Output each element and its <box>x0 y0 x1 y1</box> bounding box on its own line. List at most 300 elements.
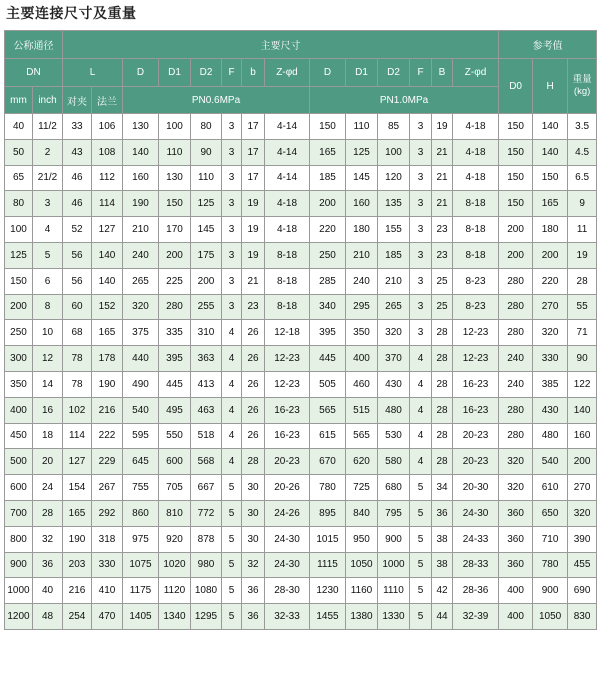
table-cell: 3 <box>33 191 63 217</box>
table-cell: 170 <box>159 217 191 243</box>
table-cell: 38 <box>432 526 453 552</box>
table-cell: 23 <box>432 242 453 268</box>
table-cell: 725 <box>346 475 378 501</box>
table-cell: 4 <box>410 423 432 449</box>
table-cell: 150 <box>5 268 33 294</box>
table-cell: 154 <box>63 475 92 501</box>
table-cell: 430 <box>378 371 410 397</box>
table-cell: 318 <box>92 526 123 552</box>
table-cell: 24-30 <box>265 552 310 578</box>
table-cell: 254 <box>63 604 92 630</box>
table-cell: 595 <box>123 423 159 449</box>
table-cell: 8 <box>33 294 63 320</box>
table-cell: 5 <box>410 578 432 604</box>
table-cell: 36 <box>33 552 63 578</box>
table-cell: 1295 <box>191 604 222 630</box>
table-cell: 78 <box>63 371 92 397</box>
table-cell: 1405 <box>123 604 159 630</box>
table-cell: 165 <box>92 320 123 346</box>
table-cell: 28 <box>242 449 265 475</box>
table-cell: 650 <box>533 500 568 526</box>
table-cell: 36 <box>242 604 265 630</box>
header-D-pn10: D <box>310 59 346 87</box>
table-cell: 600 <box>159 449 191 475</box>
table-cell: 390 <box>568 526 597 552</box>
table-cell: 19 <box>242 191 265 217</box>
table-cell: 210 <box>123 217 159 243</box>
table-cell: 216 <box>92 397 123 423</box>
table-cell: 203 <box>63 552 92 578</box>
table-row <box>5 500 597 526</box>
table-cell: 280 <box>499 268 533 294</box>
table-cell: 19 <box>242 242 265 268</box>
table-cell: 2 <box>33 139 63 165</box>
table-cell: 6.5 <box>568 165 597 191</box>
table-cell: 16-23 <box>453 371 499 397</box>
table-cell: 4 <box>222 449 242 475</box>
table-cell: 180 <box>533 217 568 243</box>
table-cell: 4 <box>222 371 242 397</box>
table-cell: 5 <box>410 475 432 501</box>
table-cell: 565 <box>310 397 346 423</box>
table-cell: 1115 <box>310 552 346 578</box>
table-cell: 540 <box>533 449 568 475</box>
table-cell: 28 <box>432 346 453 372</box>
table-cell: 200 <box>568 449 597 475</box>
table-cell: 4 <box>222 423 242 449</box>
table-cell: 375 <box>123 320 159 346</box>
table-cell: 28 <box>568 268 597 294</box>
table-cell: 3 <box>222 217 242 243</box>
table-cell: 395 <box>159 346 191 372</box>
table-cell: 250 <box>310 242 346 268</box>
table-cell: 3 <box>222 165 242 191</box>
table-cell: 450 <box>5 423 33 449</box>
table-cell: 18 <box>33 423 63 449</box>
table-cell: 68 <box>63 320 92 346</box>
table-cell: 5 <box>410 552 432 578</box>
table-cell: 363 <box>191 346 222 372</box>
table-cell: 23 <box>242 294 265 320</box>
table-cell: 5 <box>222 604 242 630</box>
table-cell: 12 <box>33 346 63 372</box>
table-cell: 24-30 <box>453 500 499 526</box>
table-cell: 800 <box>5 526 33 552</box>
table-cell: 400 <box>499 578 533 604</box>
table-cell: 3 <box>222 114 242 140</box>
table-cell: 240 <box>123 242 159 268</box>
table-cell: 495 <box>159 397 191 423</box>
table-cell: 114 <box>63 423 92 449</box>
table-cell: 42 <box>432 578 453 604</box>
table-cell: 200 <box>499 242 533 268</box>
table-row <box>5 165 597 191</box>
table-cell: 4-14 <box>265 114 310 140</box>
table-cell: 150 <box>310 114 346 140</box>
table-cell: 19 <box>242 217 265 243</box>
table-cell: 55 <box>568 294 597 320</box>
table-cell: 80 <box>191 114 222 140</box>
table-cell: 40 <box>33 578 63 604</box>
table-cell: 505 <box>310 371 346 397</box>
header-reference: 参考值 <box>499 31 597 59</box>
table-cell: 600 <box>5 475 33 501</box>
table-cell: 17 <box>242 165 265 191</box>
table-cell: 950 <box>346 526 378 552</box>
table-cell: 4 <box>222 346 242 372</box>
header-z-pn10: Z-φd <box>453 59 499 87</box>
table-cell: 4-18 <box>265 191 310 217</box>
table-cell: 220 <box>533 268 568 294</box>
table-cell: 5 <box>410 500 432 526</box>
table-cell: 85 <box>378 114 410 140</box>
header-flange: 法兰 <box>92 87 123 114</box>
table-cell: 26 <box>242 371 265 397</box>
table-cell: 895 <box>310 500 346 526</box>
table-cell: 216 <box>63 578 92 604</box>
table-cell: 71 <box>568 320 597 346</box>
header-nominal: 公称通径 <box>5 31 63 59</box>
table-row <box>5 371 597 397</box>
table-cell: 360 <box>499 500 533 526</box>
table-cell: 8-23 <box>453 268 499 294</box>
table-cell: 160 <box>568 423 597 449</box>
table-cell: 19 <box>432 114 453 140</box>
table-cell: 3 <box>222 294 242 320</box>
table-cell: 480 <box>378 397 410 423</box>
table-cell: 4 <box>410 397 432 423</box>
table-cell: 11/2 <box>33 114 63 140</box>
table-cell: 28-33 <box>453 552 499 578</box>
header-H: H <box>533 59 568 114</box>
table-cell: 1455 <box>310 604 346 630</box>
table-row <box>5 320 597 346</box>
table-cell: 4 <box>410 371 432 397</box>
table-cell: 810 <box>159 500 191 526</box>
table-cell: 8-18 <box>453 217 499 243</box>
table-cell: 14 <box>33 371 63 397</box>
table-cell: 470 <box>92 604 123 630</box>
table-cell: 320 <box>499 475 533 501</box>
table-cell: 830 <box>568 604 597 630</box>
table-cell: 690 <box>568 578 597 604</box>
table-cell: 610 <box>533 475 568 501</box>
table-cell: 265 <box>378 294 410 320</box>
table-cell: 160 <box>123 165 159 191</box>
table-row <box>5 191 597 217</box>
table-cell: 295 <box>346 294 378 320</box>
table-cell: 280 <box>499 320 533 346</box>
table-cell: 480 <box>533 423 568 449</box>
table-cell: 1110 <box>378 578 410 604</box>
table-cell: 5 <box>222 475 242 501</box>
table-cell: 700 <box>5 500 33 526</box>
table-row <box>5 139 597 165</box>
table-cell: 463 <box>191 397 222 423</box>
table-cell: 185 <box>310 165 346 191</box>
table-cell: 20-26 <box>265 475 310 501</box>
table-cell: 1080 <box>191 578 222 604</box>
table-cell: 225 <box>159 268 191 294</box>
table-cell: 3 <box>410 320 432 346</box>
table-cell: 48 <box>33 604 63 630</box>
table-cell: 200 <box>159 242 191 268</box>
table-cell: 8-18 <box>265 242 310 268</box>
dimension-table <box>4 30 597 630</box>
table-row <box>5 346 597 372</box>
table-cell: 200 <box>310 191 346 217</box>
table-cell: 900 <box>5 552 33 578</box>
table-cell: 17 <box>242 114 265 140</box>
table-cell: 3 <box>222 191 242 217</box>
table-cell: 16-23 <box>265 423 310 449</box>
table-cell: 28 <box>432 371 453 397</box>
table-cell: 8-18 <box>453 191 499 217</box>
table-cell: 175 <box>191 242 222 268</box>
table-cell: 920 <box>159 526 191 552</box>
table-cell: 780 <box>310 475 346 501</box>
table-cell: 795 <box>378 500 410 526</box>
table-row <box>5 475 597 501</box>
table-cell: 6 <box>33 268 63 294</box>
table-cell: 350 <box>5 371 33 397</box>
table-cell: 12-23 <box>453 320 499 346</box>
table-cell: 155 <box>378 217 410 243</box>
page-title: 主要连接尺寸及重量 <box>6 6 137 22</box>
table-cell: 25 <box>432 294 453 320</box>
table-cell: 340 <box>310 294 346 320</box>
table-cell: 518 <box>191 423 222 449</box>
table-cell: 530 <box>378 423 410 449</box>
table-cell: 550 <box>159 423 191 449</box>
table-cell: 110 <box>346 114 378 140</box>
table-cell: 190 <box>123 191 159 217</box>
header-pn10: PN1.0MPa <box>310 87 499 114</box>
table-cell: 150 <box>499 165 533 191</box>
table-cell: 28 <box>432 423 453 449</box>
table-cell: 52 <box>63 217 92 243</box>
table-cell: 20-23 <box>453 449 499 475</box>
table-cell: 46 <box>63 191 92 217</box>
table-cell: 1075 <box>123 552 159 578</box>
table-row <box>5 578 597 604</box>
table-cell: 4-18 <box>453 139 499 165</box>
table-cell: 19 <box>568 242 597 268</box>
table-cell: 772 <box>191 500 222 526</box>
table-cell: 330 <box>92 552 123 578</box>
table-cell: 3 <box>410 294 432 320</box>
table-cell: 460 <box>346 371 378 397</box>
table-cell: 120 <box>378 165 410 191</box>
table-cell: 3 <box>222 242 242 268</box>
table-cell: 455 <box>568 552 597 578</box>
table-cell: 150 <box>159 191 191 217</box>
header-D1-pn10: D1 <box>346 59 378 87</box>
table-cell: 1330 <box>378 604 410 630</box>
table-cell: 385 <box>533 371 568 397</box>
table-cell: 12-18 <box>265 320 310 346</box>
table-cell: 9 <box>568 191 597 217</box>
table-cell: 210 <box>346 242 378 268</box>
table-cell: 130 <box>123 114 159 140</box>
table-cell: 32-33 <box>265 604 310 630</box>
table-cell: 16 <box>33 397 63 423</box>
table-cell: 36 <box>242 578 265 604</box>
table-cell: 300 <box>5 346 33 372</box>
table-cell: 350 <box>346 320 378 346</box>
table-cell: 1050 <box>533 604 568 630</box>
table-cell: 3.5 <box>568 114 597 140</box>
table-row <box>5 449 597 475</box>
table-cell: 1200 <box>5 604 33 630</box>
table-cell: 1020 <box>159 552 191 578</box>
table-cell: 4-14 <box>265 139 310 165</box>
table-row <box>5 397 597 423</box>
header-inch: inch <box>33 87 63 114</box>
table-cell: 30 <box>242 500 265 526</box>
table-cell: 8-23 <box>453 294 499 320</box>
table-cell: 710 <box>533 526 568 552</box>
table-cell: 1000 <box>378 552 410 578</box>
header-D1: D1 <box>159 59 191 87</box>
table-cell: 127 <box>63 449 92 475</box>
table-cell: 200 <box>191 268 222 294</box>
table-cell: 32-39 <box>453 604 499 630</box>
table-cell: 200 <box>5 294 33 320</box>
table-cell: 110 <box>191 165 222 191</box>
table-cell: 320 <box>533 320 568 346</box>
header-D2: D2 <box>191 59 222 87</box>
table-cell: 60 <box>63 294 92 320</box>
table-cell: 565 <box>346 423 378 449</box>
table-cell: 5 <box>33 242 63 268</box>
header-dn: DN <box>5 59 63 87</box>
table-cell: 5 <box>222 578 242 604</box>
table-cell: 5 <box>222 526 242 552</box>
table-cell: 4 <box>33 217 63 243</box>
table-cell: 240 <box>346 268 378 294</box>
header-D: D <box>123 59 159 87</box>
table-cell: 26 <box>242 346 265 372</box>
table-cell: 145 <box>191 217 222 243</box>
table-cell: 36 <box>432 500 453 526</box>
table-cell: 430 <box>533 397 568 423</box>
table-cell: 240 <box>499 346 533 372</box>
table-cell: 220 <box>310 217 346 243</box>
header-clamp: 对夹 <box>63 87 92 114</box>
table-cell: 5 <box>222 552 242 578</box>
table-cell: 645 <box>123 449 159 475</box>
table-cell: 1230 <box>310 578 346 604</box>
table-cell: 4 <box>410 449 432 475</box>
header-F-pn10: F <box>410 59 432 87</box>
table-cell: 1380 <box>346 604 378 630</box>
table-cell: 900 <box>533 578 568 604</box>
table-cell: 670 <box>310 449 346 475</box>
table-cell: 320 <box>378 320 410 346</box>
table-cell: 46 <box>63 165 92 191</box>
table-cell: 16-23 <box>265 397 310 423</box>
table-cell: 320 <box>123 294 159 320</box>
table-cell: 840 <box>346 500 378 526</box>
table-cell: 267 <box>92 475 123 501</box>
table-cell: 150 <box>499 191 533 217</box>
table-cell: 200 <box>499 217 533 243</box>
table-cell: 40 <box>5 114 33 140</box>
header-F: F <box>222 59 242 87</box>
table-cell: 190 <box>63 526 92 552</box>
table-cell: 400 <box>499 604 533 630</box>
table-cell: 515 <box>346 397 378 423</box>
table-cell: 20-30 <box>453 475 499 501</box>
table-cell: 1120 <box>159 578 191 604</box>
table-cell: 23 <box>432 217 453 243</box>
table-cell: 860 <box>123 500 159 526</box>
table-row <box>5 423 597 449</box>
table-cell: 125 <box>191 191 222 217</box>
header-b: b <box>242 59 265 87</box>
table-cell: 140 <box>123 139 159 165</box>
table-cell: 3 <box>410 114 432 140</box>
table-cell: 150 <box>499 114 533 140</box>
table-cell: 8-18 <box>265 268 310 294</box>
table-cell: 140 <box>568 397 597 423</box>
table-cell: 500 <box>5 449 33 475</box>
table-cell: 280 <box>159 294 191 320</box>
table-cell: 4-18 <box>265 217 310 243</box>
table-cell: 370 <box>378 346 410 372</box>
table-row <box>5 604 597 630</box>
table-cell: 280 <box>499 294 533 320</box>
table-cell: 152 <box>92 294 123 320</box>
table-cell: 114 <box>92 191 123 217</box>
table-cell: 11 <box>568 217 597 243</box>
table-cell: 108 <box>92 139 123 165</box>
header-mm: mm <box>5 87 33 114</box>
table-cell: 24-26 <box>265 500 310 526</box>
table-cell: 210 <box>378 268 410 294</box>
table-cell: 28 <box>432 449 453 475</box>
table-cell: 130 <box>159 165 191 191</box>
table-cell: 20-23 <box>265 449 310 475</box>
header-L: L <box>63 59 123 87</box>
table-cell: 667 <box>191 475 222 501</box>
table-cell: 28-36 <box>453 578 499 604</box>
table-cell: 20 <box>33 449 63 475</box>
table-cell: 4-18 <box>453 114 499 140</box>
table-cell: 3 <box>222 139 242 165</box>
table-cell: 4-14 <box>265 165 310 191</box>
header-D0: D0 <box>499 59 533 114</box>
header-pn06: PN0.6MPa <box>123 87 310 114</box>
table-cell: 16-23 <box>453 397 499 423</box>
table-cell: 1340 <box>159 604 191 630</box>
table-cell: 56 <box>63 242 92 268</box>
table-cell: 680 <box>378 475 410 501</box>
table-cell: 615 <box>310 423 346 449</box>
table-cell: 5 <box>222 500 242 526</box>
table-cell: 5 <box>410 526 432 552</box>
table-cell: 100 <box>378 139 410 165</box>
header-weight: 重量 (kg) <box>568 59 597 114</box>
table-cell: 255 <box>191 294 222 320</box>
table-cell: 980 <box>191 552 222 578</box>
table-cell: 4-18 <box>453 165 499 191</box>
table-cell: 1175 <box>123 578 159 604</box>
table-cell: 135 <box>378 191 410 217</box>
table-cell: 900 <box>378 526 410 552</box>
table-cell: 780 <box>533 552 568 578</box>
